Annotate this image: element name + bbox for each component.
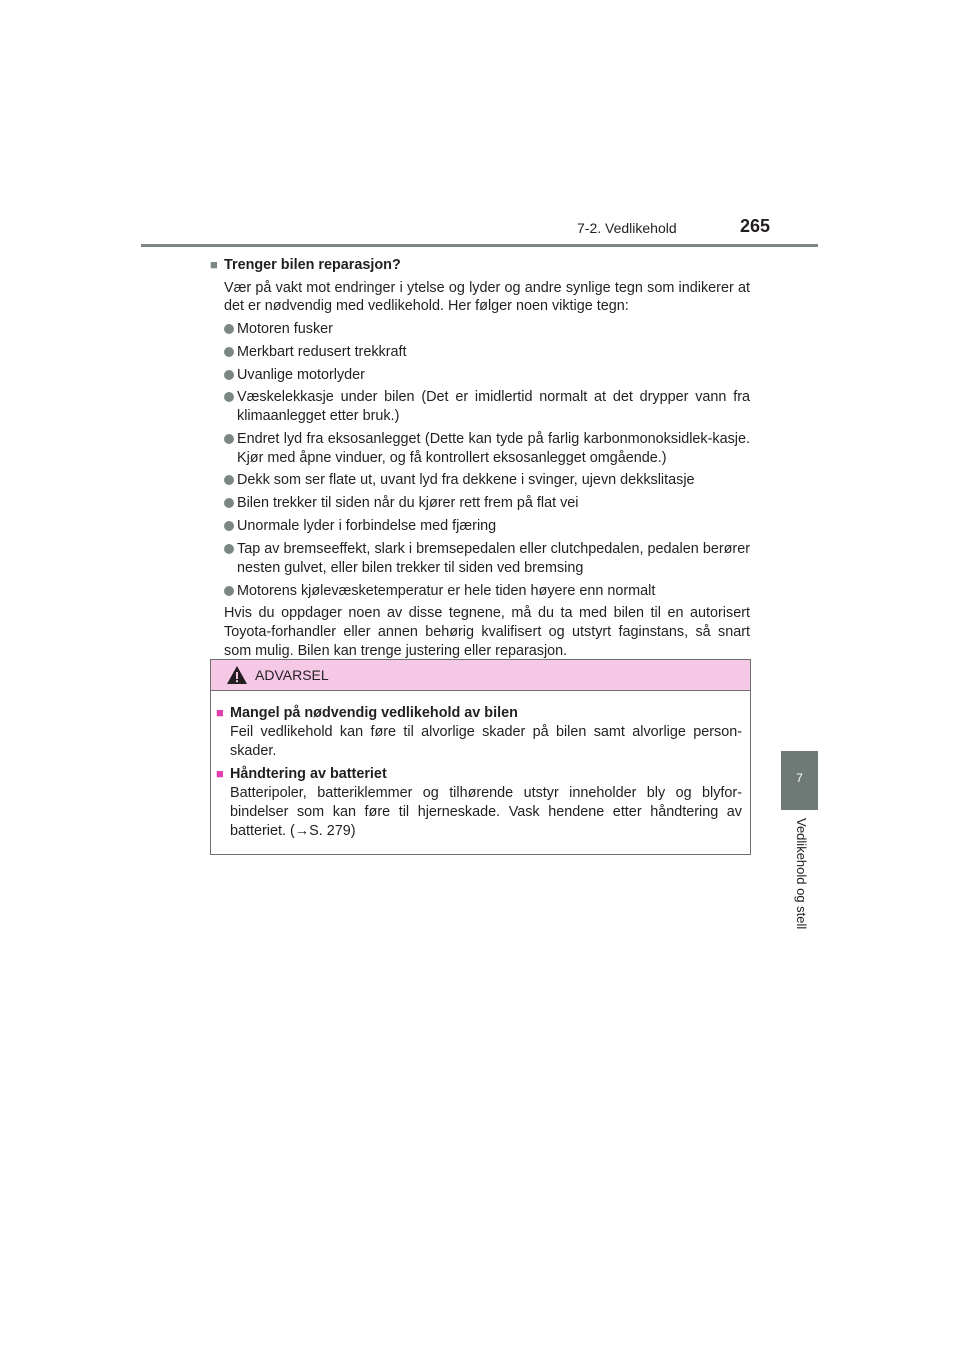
symptom-list <box>210 320 750 600</box>
list-item: Væskelekkasje under bilen (Det er imidlertid normalt at det drypper vann fra klimaanlegget etter bruk.) <box>210 388 750 425</box>
list-item: Unormale lyder i forbindelse med fjæring <box>210 517 750 536</box>
bullet-icon <box>224 324 234 334</box>
warning-header <box>211 660 750 691</box>
bullet-icon <box>224 544 234 554</box>
running-header-section: 7-2. Vedlikehold <box>577 220 677 236</box>
square-marker-icon: ■ <box>210 257 218 272</box>
bullet-icon <box>224 586 234 596</box>
chapter-number: 7 <box>796 771 803 785</box>
chapter-label: Vedlikehold og stell <box>794 818 809 930</box>
page-number: 265 <box>740 216 771 236</box>
warning-body <box>211 691 750 841</box>
header-rule <box>141 244 818 247</box>
section-heading <box>210 256 750 275</box>
bullet-icon <box>224 498 234 508</box>
warning-item-heading: ■ Mangel på nødvendig vedlikehold av bilen <box>216 705 518 721</box>
bullet-icon <box>224 521 234 531</box>
bullet-icon <box>224 475 234 485</box>
warning-item-text: Batteripoler, batteriklemmer og tilhørende utstyr inneholder bly og blyfor-bindelser som kan føre til hjerneskade. Vask hendene etter håndtering av batteriet. (→S. 279) <box>230 785 742 839</box>
list-item: Dekk som ser flate ut, uvant lyd fra dekkene i svinger, ujevn dekkslitasje <box>210 471 750 490</box>
list-item: Motorens kjølevæsketemperatur er hele tiden høyere enn normalt <box>210 582 750 601</box>
list-item: Uvanlige motorlyder <box>210 366 750 385</box>
list-item: Bilen trekker til siden når du kjører rett frem på flat vei <box>210 494 750 513</box>
warning-title: ADVARSEL <box>255 667 329 683</box>
list-item: Tap av bremseeffekt, slark i bremsepedalen eller clutchpedalen, pedalen berører nesten gulvet, eller bilen trekker til siden ved bremsing <box>210 540 750 577</box>
chapter-tab <box>781 751 818 810</box>
warning-item-text: Feil vedlikehold kan føre til alvorlige skader på bilen samt alvorlige person-skader. <box>230 724 742 759</box>
warning-box <box>210 659 751 855</box>
bullet-icon <box>224 392 234 402</box>
bullet-icon <box>224 370 234 380</box>
bullet-icon <box>224 347 234 357</box>
section-intro: Vær på vakt mot endringer i ytelse og lyder og andre synlige tegn som indikerer at det er nødvendig med vedlikehold. Her følger noen viktige tegn: <box>224 279 750 315</box>
square-marker-icon: ■ <box>216 766 224 781</box>
main-content <box>210 252 750 660</box>
square-marker-icon: ■ <box>216 705 224 720</box>
warning-item-heading: ■ Håndtering av batteriet <box>216 766 387 782</box>
section-heading-text: Trenger bilen reparasjon? <box>224 257 401 273</box>
list-item: Endret lyd fra eksosanlegget (Dette kan tyde på farlig karbonmonoksidlek-kasje. Kjør med åpne vinduer, og få kontrollert eksosanlegget omgående.) <box>210 430 750 467</box>
section-closing: Hvis du oppdager noen av disse tegnene, må du ta med bilen til en autorisert Toyota-forhandler eller annen behørig kvalifisert og utstyrt faginstans, så snart som mulig. Bilen kan trenge justering eller reparasjon. <box>224 605 750 659</box>
bullet-icon <box>224 434 234 444</box>
warning-triangle-icon <box>226 665 248 685</box>
list-item: Motoren fusker <box>210 320 750 339</box>
list-item: Merkbart redusert trekkraft <box>210 343 750 362</box>
